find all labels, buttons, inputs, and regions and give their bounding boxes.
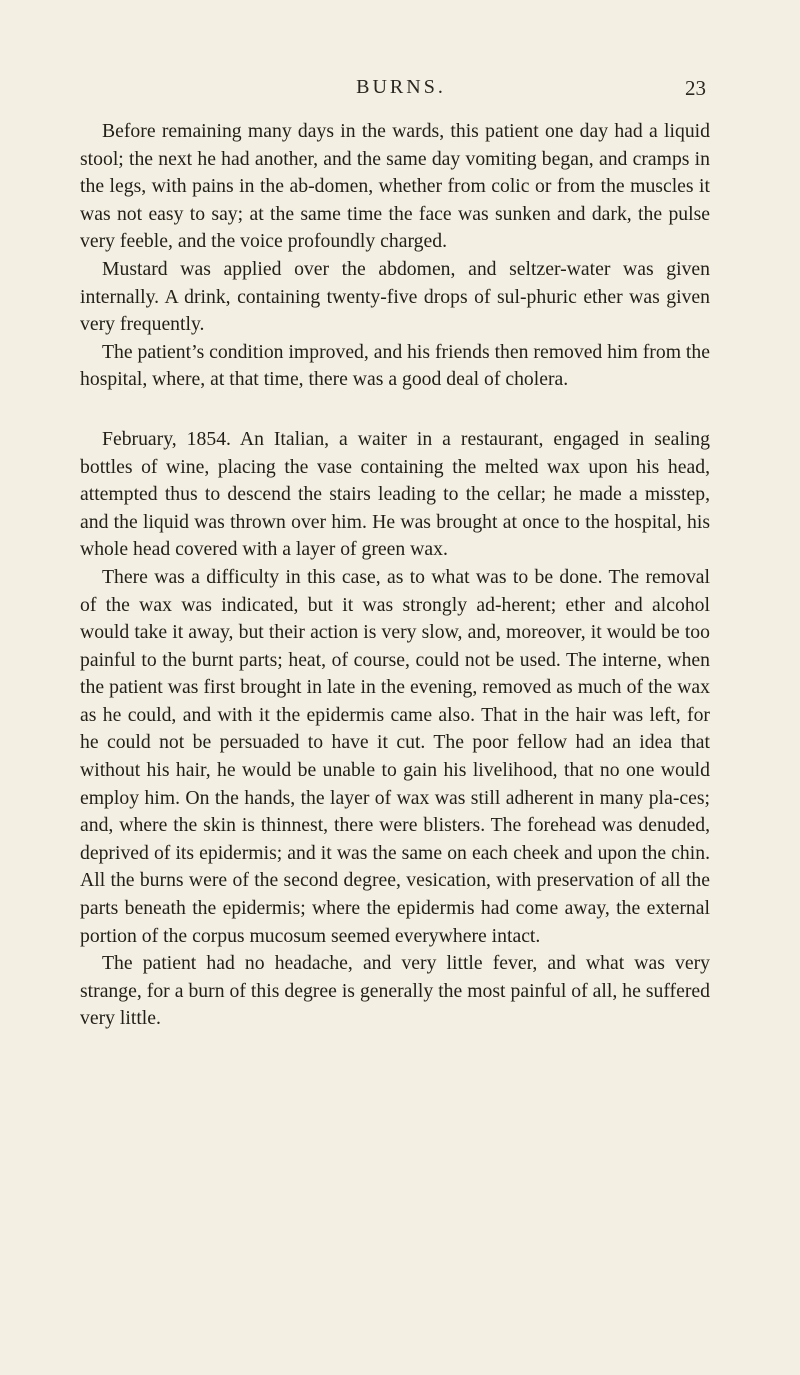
running-title: BURNS. bbox=[356, 76, 446, 98]
page-number: 23 bbox=[685, 76, 706, 100]
paragraph-case-february-1854: February, 1854. An Italian, a waiter in a restaurant, engaged in sealing bottles of wine, placing the vase containing the melted wax upon his head, attempted thus to descend the stairs leading to the cellar; he made a misstep, and the liquid was thrown over him. He was brought at once to the hospital, his whole head covered with a layer of green wax. bbox=[80, 427, 710, 561]
paragraph-treatment: Mustard was applied over the abdomen, and seltzer-water was given internally. A drink, containing twenty-five drops of sul-phuric ether was given very frequently. bbox=[80, 257, 710, 336]
paragraph-outcome: The patient had no headache, and very little fever, and what was very strange, for a burn of this degree is generally the most painful of all, he suffered very little. bbox=[80, 952, 710, 1030]
paragraph-wax-removal: There was a difficulty in this case, as to what was to be done. The removal of the wax was indicated, but it was strongly ad-herent; ether and alcohol would take it away, but their action is very slow, and, moreover, it would be too painful to the burnt parts; heat, of course, could not be used. The interne, when the patient was first brought in late in the evening, removed as much of the wax as he could, and with it the epidermis came also. That in the hair was left, for he could not be persuaded to have it cut. The poor fellow had an idea that without his hair, he would be unable to gain his livelihood, that no one would employ him. On the hands, the layer of wax was still adherent in many pla-ces; and, where the skin is thinnest, there were blisters. The forehead was denuded, deprived of its epidermis; and it was the same on each cheek and upon the chin. All the burns were of the second degree, vesication, with preservation of all the parts beneath the epidermis; where the epidermis had come away, the external portion of the corpus mucosum seemed everywhere intact. bbox=[80, 565, 710, 947]
body-text bbox=[80, 118, 710, 1033]
paragraph-patient-removed: The patient’s condition improved, and his friends then removed him from the hospital, where, at that time, there was a good deal of cholera. bbox=[80, 340, 710, 391]
paragraph-cholera-symptoms: Before remaining many days in the wards, this patient one day had a liquid stool; the next he had another, and the same day vomiting began, and cramps in the legs, with pains in the ab-domen, whether from colic or from the muscles it was not easy to say; at the same time the face was sunken and dark, the pulse very feeble, and the voice profoundly charged. bbox=[80, 120, 710, 253]
running-head bbox=[96, 76, 706, 106]
